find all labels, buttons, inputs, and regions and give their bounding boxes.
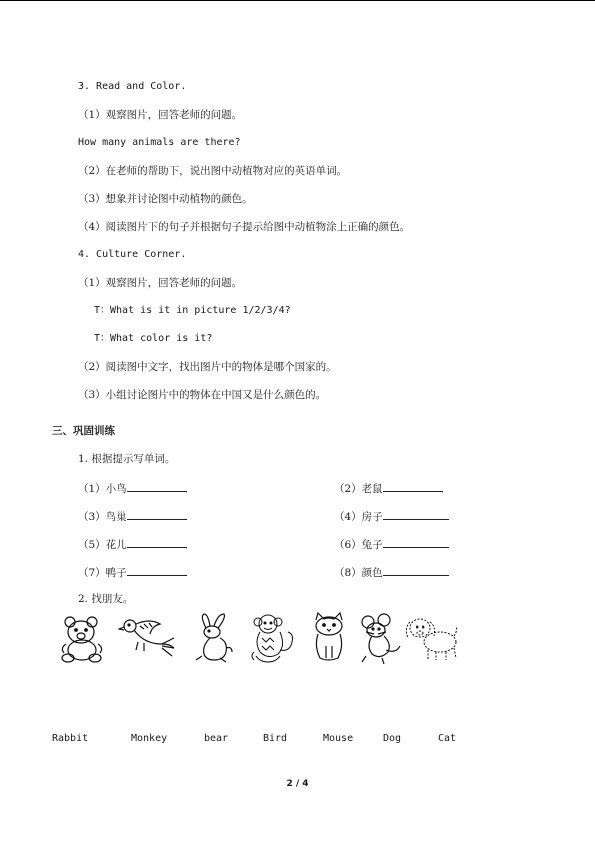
fill-item-2 [334,480,443,496]
fill-item-label: （7）鸭子 [78,567,127,579]
header-rule [0,0,595,1]
section-4-step-2: （2）阅读图中文字，找出图片中的物体是哪个国家的。 [78,361,337,373]
fill-item-label: （8）颜色 [334,567,383,579]
answer-blank[interactable] [127,508,187,520]
animal-pictures [52,612,462,668]
section-4-step-3: （3）小组讨论图片中的物体在中国又是什么颜色的。 [78,389,327,401]
fill-item-1 [78,480,187,496]
fill-item-7 [78,564,187,580]
monkey-icon [248,612,296,664]
word-bird: Bird [263,733,288,744]
word-rabbit: Rabbit [52,733,89,744]
section-3-question: How many animals are there? [78,137,241,148]
answer-blank[interactable] [383,508,449,520]
bird-icon [118,612,176,664]
section-3-title: 3. Read and Color. [78,81,187,92]
word-cat: Cat [438,733,457,744]
answer-blank[interactable] [383,480,443,492]
section-4-title: 4. Culture Corner. [78,249,187,260]
fill-item-6 [334,536,449,552]
teacher-question-1: T：What is it in picture 1/2/3/4? [94,305,291,316]
fill-item-label: （4）房子 [334,511,383,523]
fill-item-5 [78,536,187,552]
fill-item-3 [78,508,187,524]
answer-blank[interactable] [383,536,449,548]
word-dog: Dog [383,733,402,744]
section-3-step-1: （1）观察图片，回答老师的问题。 [78,109,243,121]
fill-item-label: （5）花儿 [78,539,127,551]
fill-item-4 [334,508,449,524]
fill-item-label: （3）鸟巢 [78,511,127,523]
page-number: 2 / 4 [286,779,309,789]
part-3-heading: 三、巩固训练 [52,425,115,437]
section-3-step-3: （3）想象并讨论图中动植物的颜色。 [78,193,253,205]
teacher-question-2: T：What color is it? [94,333,213,344]
bear-icon [58,612,106,664]
mouse-icon [358,612,404,664]
cat-icon [310,612,348,664]
word-mouse: Mouse [323,733,354,744]
answer-blank[interactable] [127,480,187,492]
section-3-step-2: （2）在老师的帮助下，说出图中动植物对应的英语单词。 [78,165,348,177]
fill-item-label: （6）兔子 [334,539,383,551]
rabbit-icon [192,612,236,664]
fill-item-8 [334,564,449,580]
word-monkey: Monkey [131,733,168,744]
dog-icon [404,612,458,664]
section-4-step-1: （1）观察图片，回答老师的问题。 [78,277,243,289]
fill-item-label: （1）小鸟 [78,483,127,495]
answer-blank[interactable] [383,564,449,576]
exercise-2-title: 2. 找朋友。 [78,593,134,605]
section-3-step-4: （4）阅读图片下的句子并根据句子提示给图中动植物涂上正确的颜色。 [78,221,411,233]
exercise-1-title: 1. 根据提示写单词。 [78,453,176,465]
answer-blank[interactable] [127,536,187,548]
answer-blank[interactable] [127,564,187,576]
word-bear: bear [204,733,229,744]
fill-item-label: （2）老鼠 [334,483,383,495]
